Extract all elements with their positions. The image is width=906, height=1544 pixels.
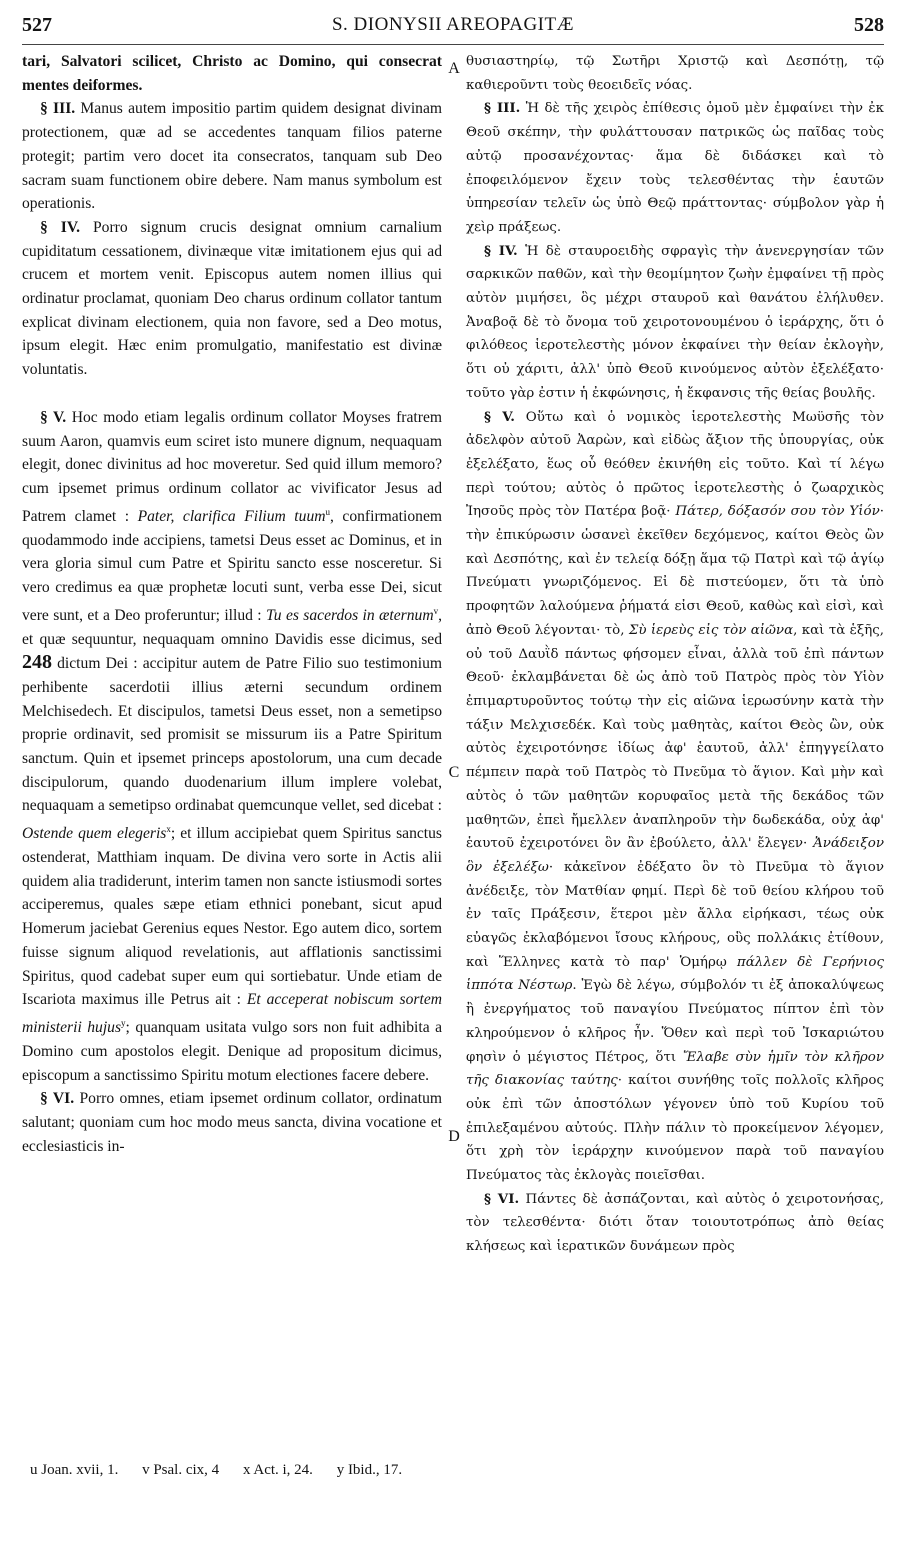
greek-quote: Πάτερ, δόξασόν σου τὸν Υἱόν xyxy=(675,504,880,520)
margin-letter-d: D xyxy=(448,1128,460,1145)
footnote-x: x Act. i, 24. xyxy=(242,1462,313,1478)
header-rule xyxy=(22,44,884,45)
footnote-ref: y xyxy=(121,1017,126,1028)
section-marker: § IV. xyxy=(40,218,80,236)
latin-text: Porro signum crucis designat omnium carnalium cupiditatum cessationem, divinæque vitæ imitationem ejus qui ad crucem et mortem venit. Episcopus autem nomen illius qui ordinatur proclamat, quoniam Deo charus ordinum collator tantum explicat divinam electionem, quia non favore, sed a Deo motus, ipsum elegit. Hæc enim promulgatio, manifestatio est divinæ voluntatis. xyxy=(22,218,442,379)
latin-text: ; quanquam usitata vulgo sors non fuit adhibita a Domino cum apostolos elegit. Denique ad propositum dicimus, episcopum a sanctissimo Spiritu motum electiones facere debere. xyxy=(22,1019,443,1084)
section-marker: § V. xyxy=(40,408,67,426)
page-number-right: 528 xyxy=(854,14,884,36)
footnote-y: y Ibid., 17. xyxy=(336,1462,403,1478)
footnotes xyxy=(30,1462,630,1479)
greek-quote: Ἀνάδειξον ὃν ἐξελέξω xyxy=(466,836,884,875)
greek-paragraph-section-6 xyxy=(466,1188,884,1259)
latin-text: Hoc modo etiam legalis ordinum collator Moyses fratrem suum Aaron, quamvis eum sciret isto munere dignum, nequaquam elegit, donec divinitus ad hoc moveretur. Sed quid illum memoro? cum ipsemet primus ordinum collator ac vivificator Jesus ad Patrem clamet : xyxy=(22,408,443,525)
greek-text: · καίτοι συνήθης τοῖς πολλοῖς κλῆρος οὐκ ἐπὶ τῶν ἀποστόλων γέγονεν ὑπὸ τοῦ Κυρίου τοῦ ἐπιλεξαμένου αὐτούς. Πλὴν πάλιν τὸ προκείμενον λέγομεν, ὅτι χρὴ τὸν ἱεράρχην κινούμενον παρὰ τοῦ παναγίου Πνεύματος τὰς ἐκλογὰς ποιεῖσθαι. xyxy=(466,1073,884,1184)
greek-text: Πάντες δὲ ἀσπάζονται, καὶ αὐτὸς ὁ χειροτονήσας, τὸν τελεσθέντα· διότι ὅταν τοιουτοτρόπως ἀπὸ θείας κλήσεως καὶ ἱερατικῶν δυνάμεων πρὸς xyxy=(466,1191,884,1255)
greek-text: · κἀκεῖνον ἐδέξατο ὃν τὸ Πνεῦμα τὸ ἅγιον ἀνέδειξε, τὸν Ματθίαν φημί. Περὶ δὲ τοῦ θείου κλήρου τοῦ ἐν ταῖς Πράξεσιν, ἕτεροι μὲν ἄλλα εἰρήκασι, τέως οὐκ εὐαγῶς ἐκλαβόμενοι ἴσους κλήρους, οὓς πολλάκις ἐτίθουν, καὶ Ἕλληνες κατὰ τὸ παρ' Ὁμήρῳ xyxy=(466,859,884,970)
greek-paragraph-1: θυσιαστηρίῳ, τῷ Σωτῆρι Χριστῷ καὶ Δεσπότῃ, τῷ καθιεροῦντι τοὺς θεοειδεῖς νόας. xyxy=(466,54,884,93)
latin-quote: Ostende quem elegeris xyxy=(22,825,167,843)
greek-text: · τὴν ἐπικύρωσιν ὡσανεὶ ἐκεῖθεν δεχόμενος, καίτοι Θεὸς ὢν καὶ Δεσπότης, καὶ ἐν τελείᾳ δόξῃ ἅμα τῷ Πατρὶ καὶ τῷ ἁγίῳ Πνεύματι γνωριζόμενος. Εἰ δὲ πιστεύομεν, ὅτι τὰ ὑπὸ προφητῶν λαλούμενα ῥήματά εἰσι Θεοῦ, καθὼς καὶ εἰσὶ, καὶ ἀπὸ Θεοῦ λέγονται· τὸ, xyxy=(466,504,884,638)
greek-quote: Ἔλαβε σὺν ἡμῖν τὸν κλῆρον τῆς διακονίας ταύτης xyxy=(466,1049,884,1089)
greek-text: Ἡ δὲ τῆς χειρὸς ἐπίθεσις ὁμοῦ μὲν ἐμφαίνει τὴν ἐκ Θεοῦ σκέπην, τὴν φυλάττουσαν πατρικῶς ὡς παῖδας τοὺς αὐτῷ προσανέχοντας· ἅμα δὲ διδάσκει καὶ τὸ ἐποφειλόμενον ἔχειν τοὺς τελεσθέντας τὴν ἑαυτῶν ὑπηρεσίαν τελεῖν ὡς ὑπὸ Θεῷ πράττοντας· σύμβολον γὰρ ἡ χεὶρ πράξεως. xyxy=(466,101,884,235)
latin-text: Porro omnes, etiam ipsemet ordinum collator, ordinatum salutant; quoniam cum hoc modo meus sancta, divina vocatione et ecclesiasticis in- xyxy=(22,1090,442,1155)
folio-number: 248 xyxy=(22,651,52,674)
greek-text: Ἡ δὲ σταυροειδὴς σφραγὶς τὴν ἀνενεργησίαν τῶν σαρκικῶν παθῶν, καὶ τὴν θεομίμητον ζωὴν ἐμφαίνει τῇ πρὸς αὐτὸν μιμήσει, ὃς μέχρι σταυροῦ καὶ θανάτου ἐλήλυθεν. Ἀναβοᾷ δὲ τὸ ὄνομα τοῦ χειροτονουμένου ὁ ἱεράρχης, ὅτι ὁ φιλόθεος ἱεροτελεστὴς μόνον ἐκφαίνει τὴν θείαν ἐκλογὴν, ὅτι οὐ χάριτι, ἀλλ' ὑπὸ Θεοῦ κινούμενος αὐτὸν ἐξελέξατο· τοῦτο γὰρ ἐστιν ἡ ἐκφώνησις, ἡ ἔκφανσις τῆς θείας βουλῆς. xyxy=(466,243,884,401)
latin-text: dictum Dei : accipitur autem de Patre Filio suo testimonium perhibente sacerdotii illius æterni secundum ordinem Melchisedech. Et discipulos, tametsi Deus esset, non a semetipso proprie ordinavit, sed promisit se missurum iis a Patre Spiritum sanctum. Quin et ipsemet princeps apostolorum, una cum decade discipulorum, quando duodenarium illum implere volebat, nequaquam a semetipso ordinabat quemcunque vellet, sed dicebat : xyxy=(22,655,442,815)
latin-text: , et quæ sequuntur, nequaquam omnino Davidis esse dicimus, sed xyxy=(22,606,442,648)
page-header xyxy=(22,14,884,44)
footnote-ref: v xyxy=(433,605,439,616)
page-number-left: 527 xyxy=(22,14,52,36)
greek-quote: Σὺ ἱερεὺς εἰς τὸν αἰῶνα xyxy=(628,622,794,638)
greek-text: Οὕτω καὶ ὁ νομικὸς ἱεροτελεστὴς Μωϋσῆς τὸν ἀδελφὸν αὐτοῦ Ἀαρὼν, καὶ εἰδὼς ἄξιον τῆς ὑπουργίας, οὐκ ἐξελέξατο, ἕως οὗ θεόθεν ἐκινήθη εἰς τοῦτο. Καὶ τί λέγω περὶ τούτου; αὐτὸς ὁ πρῶτος ἱεροτελεστὴς ὁ ζωαρχικὸς Ἰησοῦς πρὸς τὸν Πατέρα βοᾷ· xyxy=(466,409,885,520)
section-marker: § III. xyxy=(40,100,76,118)
margin-letter-c: C xyxy=(448,764,460,781)
margin-letter-a: A xyxy=(448,60,460,77)
section-marker: § VI. xyxy=(40,1090,75,1108)
footnote-ref: u xyxy=(325,506,330,517)
latin-text: Manus autem impositio partim quidem designat divinam protectionem, quæ ad se accedentes tanquam filios paterne protegit; partim vero docet ita consecratos, tanquam sub Deo sacram suam functionem obire debere. Nam manus symbolum est operationis. xyxy=(22,100,442,213)
latin-paragraph-section-3 xyxy=(22,97,442,216)
latin-text: ; et illum accipiebat quem Spiritus sanctus ostenderat, Matthiam inquam. De divina vero sorte in Actis alii quidem alia tradiderunt, interim tamen non sancte istiusmodi sortes acciperemus, quales sæpe etiam ethnici ponebant, sicut apud Homerum jaciebat Gerenius eques Nestor. Ego autem dico, sortem fuisse signum aliquod revelationis, aut afflationis sanctissimi Spiritus, quod cadebat super eum qui sortiebatur. Unde etiam de Iscariota maximus ille Petrus ait : xyxy=(22,825,442,1009)
footnote-u: u Joan. xvii, 1. xyxy=(30,1462,119,1478)
section-marker: § VI. xyxy=(484,1190,520,1207)
greek-paragraph-section-3 xyxy=(466,97,884,239)
section-marker: § IV. xyxy=(484,242,518,259)
latin-quote: Pater, clarifica Filium tuum xyxy=(137,507,326,525)
greek-paragraph-section-4 xyxy=(466,240,884,406)
running-title: S. DIONYSII AREOPAGITÆ xyxy=(331,14,574,35)
section-marker: § III. xyxy=(484,100,521,117)
latin-text: , confirmationem quodammodo inde accipiens, tametsi Deus esset ac Dominus, et in vera gloria simul cum Patre et Spiritu sancto esse nosceretur. Si vero credimus ea quæ prophetæ locuti sunt, verba esse Dei, sicut vere sunt, et a Deo proferuntur; illud : xyxy=(22,507,442,624)
greek-column xyxy=(466,50,884,1259)
footnote-v: v Psal. cix, 4 xyxy=(142,1462,220,1478)
latin-quote: Et acceperat nobiscum sortem ministerii hujus xyxy=(22,991,442,1037)
latin-quote: Tu es sacerdos in æternum xyxy=(266,606,434,624)
latin-paragraph-section-4 xyxy=(22,216,442,382)
latin-paragraph-section-6 xyxy=(22,1087,442,1158)
latin-paragraph-1: tari, Salvatori scilicet, Christo ac Domino, qui consecrat mentes deiformes. xyxy=(22,53,442,94)
latin-paragraph-section-5 xyxy=(22,406,442,1087)
latin-column xyxy=(22,50,442,1158)
footnote-ref: x xyxy=(166,824,171,835)
greek-quote: πάλλεν δὲ Γερήνιος ἱππότα Νέστωρ xyxy=(466,954,884,994)
greek-text: . Ἐγὼ δὲ λέγω, σύμβολόν τι ἐξ ἀποκαλύψεως ἢ ἐνεργήματος τοῦ παναγίου Πνεύματος πίπτον ἐπὶ τὸν κληρούμενον ὁ κλῆρος ἦν. Ὅθεν καὶ περὶ τοῦ Ἰσκαριώτου φησὶν ὁ μέγιστος Πέτρος, ὅτι xyxy=(466,978,884,1065)
section-marker: § V. xyxy=(484,408,515,425)
greek-paragraph-section-5 xyxy=(466,406,884,1188)
greek-text: , καὶ τὰ ἑξῆς, οὐ τοῦ Δαυῒδ πάντως φήσομεν εἶναι, ἀλλὰ τοῦ ἐπὶ πάντων Θεοῦ· ἐκλαμβάνεται δὲ ὡς ἀπὸ τοῦ Πατρὸς πρὸς τὸν Υἱὸν ἐπιμαρτυροῦντος τούτῳ τὴν εἰς αἰῶνα ἱερωσύνην κατὰ τὴν τάξιν Μελχισεδέκ. Καὶ τοὺς μαθητὰς, καίτοι Θεὸς ὢν, οὐκ αὐτὸς ἐχειροτόνησε ἰδίως ἀφ' ἑαυτοῦ, ἀλλ' ἐπηγγείλατο πέμπειν παρὰ τοῦ Πατρὸς τὸ Πνεῦμα τὸ ἅγιον. Καὶ μὴν καὶ αὐτὸς ὁ τῶν μαθητῶν κορυφαῖος μετὰ τῆς δεκάδος τῶν μαθητῶν, ἐπεὶ ἤμελλεν ἀναπληροῦν τὴν δωδεκάδα, οὐχ ἀφ' ἑαυτοῦ ἐχειροτόνει ὃν ἂν ἐβούλετο, ἀλλ' ἔλεγεν· xyxy=(466,622,884,852)
